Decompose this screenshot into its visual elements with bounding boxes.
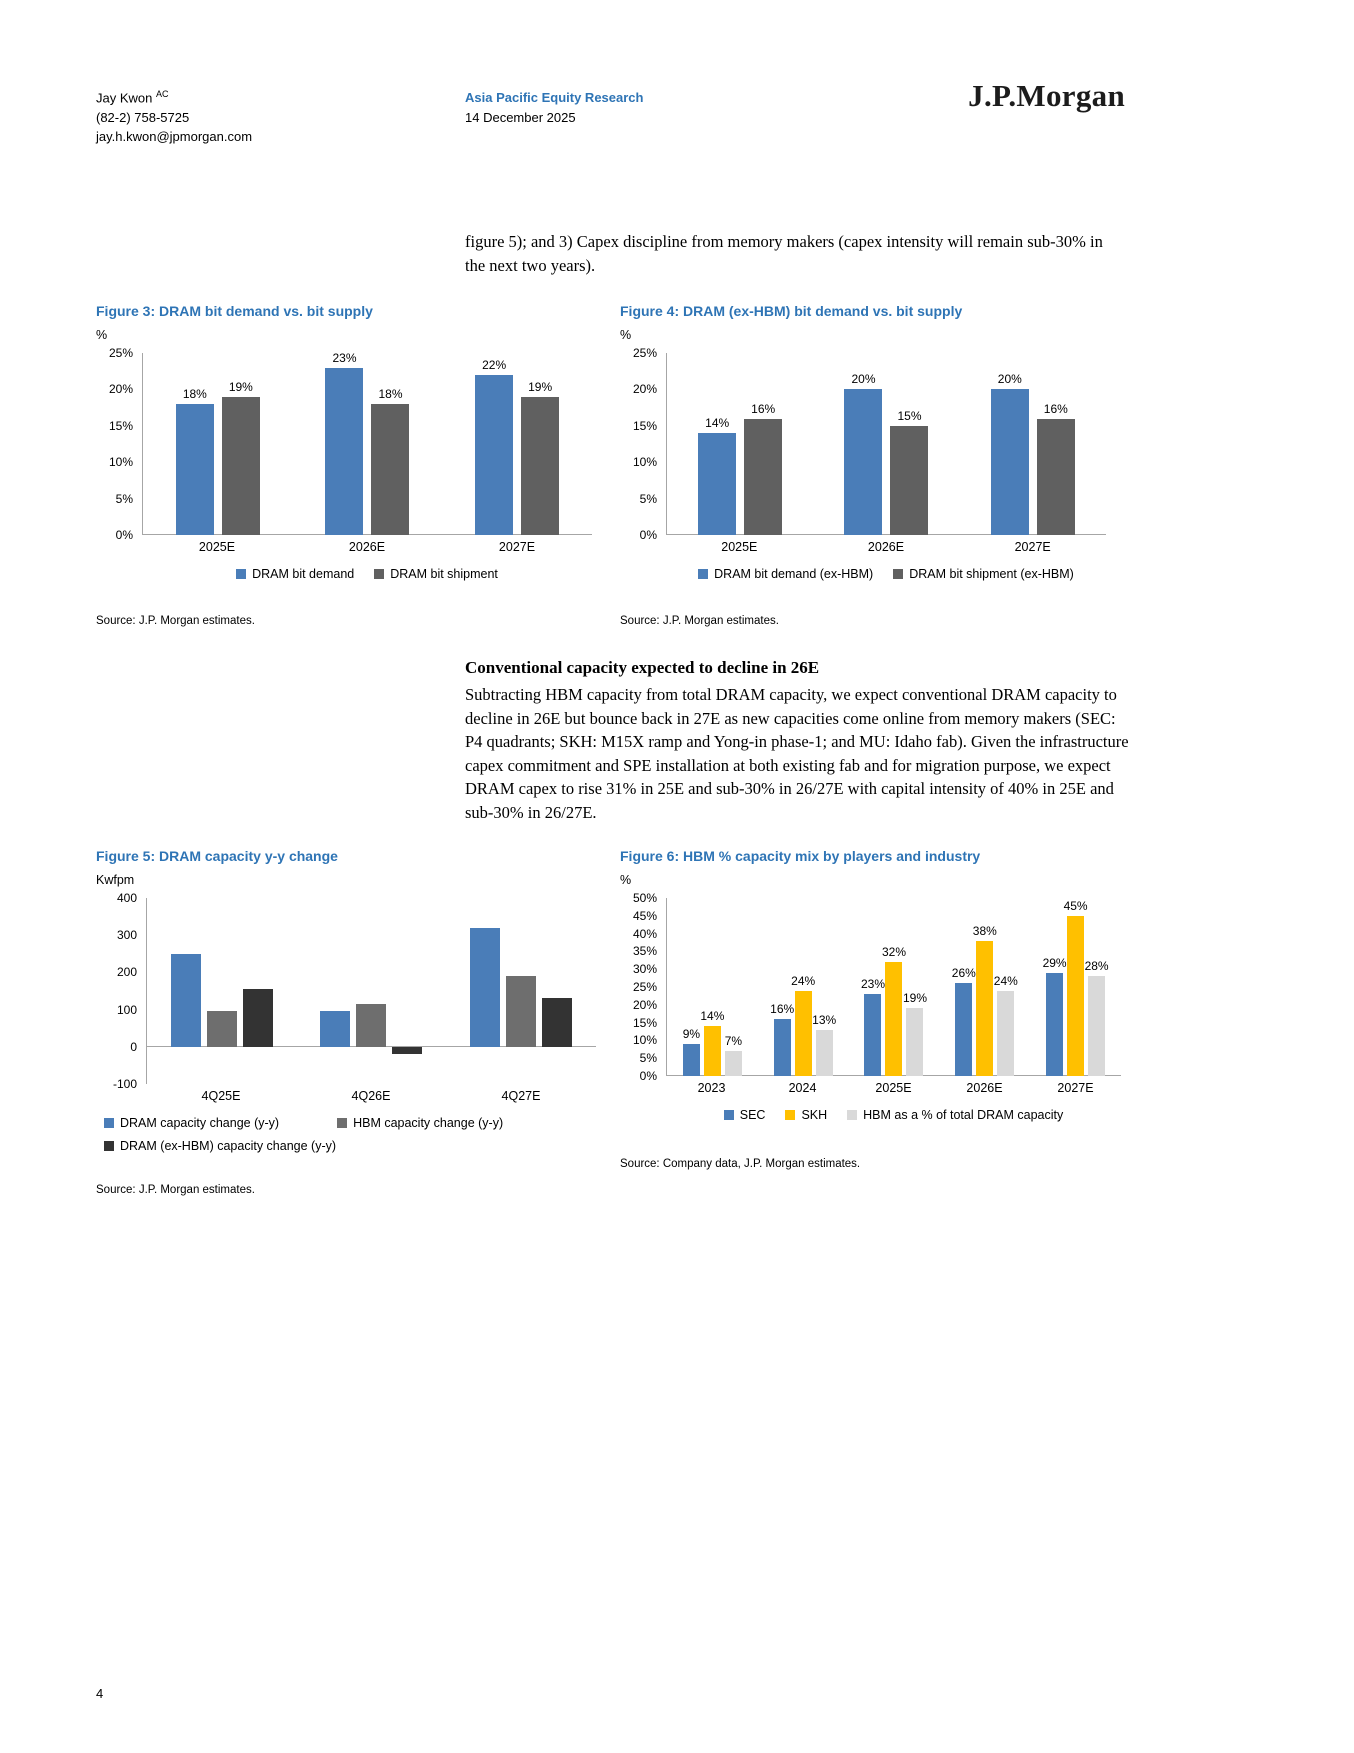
bar-dram-bit-demand-ex-hbm	[991, 389, 1029, 535]
author-block	[96, 88, 252, 147]
x-axis-labels	[142, 540, 592, 554]
x-tick-label: 2025E	[198, 540, 236, 554]
bar-slot	[1037, 353, 1075, 535]
y-tick-label: 100	[116, 1002, 137, 1017]
bar-slot	[744, 353, 782, 535]
legend-label: DRAM bit demand	[252, 567, 355, 581]
value-label: 15%	[897, 408, 922, 423]
chart-legend	[666, 567, 1106, 587]
x-axis-labels	[146, 1089, 596, 1103]
author-designation: AC	[156, 89, 169, 99]
chart-legend	[666, 1108, 1121, 1128]
y-tick-label: -100	[112, 1077, 137, 1091]
figure-title: Figure 3: DRAM bit demand vs. bit supply	[96, 303, 373, 319]
bar-group-2025e	[172, 353, 264, 535]
source-note: Source: J.P. Morgan estimates.	[620, 615, 779, 627]
bar-hbm-as-a-of-total-dram-capacity	[725, 1051, 742, 1076]
bar-skh	[885, 962, 902, 1076]
y-tick-label: 15%	[632, 418, 657, 433]
axis-unit-label: %	[96, 328, 108, 342]
y-tick-label: 25%	[632, 980, 657, 994]
bar-sec	[683, 1044, 700, 1076]
bar-slot	[176, 353, 214, 535]
page-number: 4	[96, 1686, 104, 1701]
bar-chart	[620, 346, 1125, 554]
plot-area	[666, 898, 1121, 1076]
bar-chart	[96, 346, 606, 554]
figure-title: Figure 4: DRAM (ex-HBM) bit demand vs. bit supply	[620, 303, 963, 319]
bar-group-2024	[772, 898, 835, 1076]
bar-dram-bit-demand-ex-hbm	[844, 389, 882, 535]
legend-swatch	[724, 1110, 734, 1120]
bar-hbm-as-a-of-total-dram-capacity	[906, 1008, 923, 1076]
bar-group-2026e	[953, 898, 1016, 1076]
bar-dram-ex-hbm-capacity-change-y-y	[542, 998, 572, 1046]
y-tick-label: 45%	[632, 908, 657, 923]
y-tick-label: 25%	[632, 346, 657, 360]
y-tick-label: 5%	[639, 491, 657, 506]
bar-dram-bit-shipment-ex-hbm	[744, 419, 782, 535]
y-tick-label: 50%	[632, 891, 657, 905]
bar-hbm-capacity-change-y-y	[506, 976, 536, 1047]
value-label: 19%	[528, 379, 553, 394]
bar-group-2027e	[471, 353, 563, 535]
bar-dram-bit-demand-ex-hbm	[698, 433, 736, 535]
x-tick-label: 2024	[788, 1081, 817, 1095]
bar-group-4q25e	[168, 898, 276, 1084]
y-tick-label: 400	[116, 891, 137, 905]
legend-swatch	[374, 569, 384, 579]
bar-slot	[475, 353, 513, 535]
bar-sec	[955, 983, 972, 1076]
legend-swatch	[847, 1110, 857, 1120]
bar-skh	[704, 1026, 721, 1076]
bar-dram-capacity-change-y-y	[171, 954, 201, 1047]
bar-hbm-capacity-change-y-y	[356, 1004, 386, 1047]
value-label: 26%	[951, 966, 976, 981]
legend-swatch	[337, 1118, 347, 1128]
value-label: 24%	[791, 973, 816, 988]
bar-slot	[700, 898, 725, 1076]
x-tick-label: 2026E	[867, 540, 905, 554]
bar-skh	[1067, 916, 1084, 1076]
value-label: 18%	[378, 386, 403, 401]
section-block	[465, 658, 1133, 825]
figure-title: Figure 5: DRAM capacity y-y change	[96, 848, 338, 864]
bar-slot	[171, 898, 201, 1084]
y-tick-label: 300	[116, 928, 137, 943]
axis-unit-label: %	[620, 328, 632, 342]
y-axis	[96, 346, 142, 542]
y-tick-label: 0%	[639, 1069, 657, 1083]
bar-chart	[620, 891, 1140, 1095]
bar-slot	[770, 898, 795, 1076]
author-name: Jay Kwon $^{AC}$	[96, 89, 169, 106]
value-label: 23%	[860, 977, 885, 992]
bar-group-4q27e	[467, 898, 575, 1084]
legend-item-dram-bit-demand-ex-hbm	[698, 567, 873, 581]
bar-group-4q26e	[317, 898, 425, 1084]
bar-slot	[993, 898, 1018, 1076]
bar-skh	[795, 991, 812, 1076]
bar-slot	[320, 898, 350, 1084]
figure-title: Figure 6: HBM % capacity mix by players and industry	[620, 848, 981, 864]
bar-dram-bit-demand	[176, 404, 214, 535]
bar-slot	[860, 898, 885, 1076]
value-label: 29%	[1042, 955, 1067, 970]
bar-dram-ex-hbm-capacity-change-y-y	[243, 989, 273, 1047]
report-date: 14 December 2025	[465, 109, 576, 125]
bar-slot	[1063, 898, 1088, 1076]
y-tick-label: 20%	[632, 382, 657, 397]
intro-paragraph: figure 5); and 3) Capex discipline from memory makers (capex intensity will remain sub-30% in the next two years).	[465, 232, 1103, 275]
value-label: 16%	[1043, 401, 1068, 416]
axis-unit-label: %	[620, 873, 632, 887]
legend-item-hbm-as-a-of-total-dram-capacity	[847, 1108, 1063, 1122]
bar-slot	[521, 353, 559, 535]
legend-swatch	[893, 569, 903, 579]
figure-5	[96, 848, 616, 1196]
bar-slot	[207, 898, 237, 1084]
value-label: 45%	[1063, 898, 1088, 913]
bar-slot	[812, 898, 837, 1076]
y-axis	[620, 891, 666, 1083]
axis-unit-label: Kwfpm	[96, 873, 135, 887]
bar-slot	[356, 898, 386, 1084]
value-label: 16%	[751, 401, 776, 416]
legend-item-dram-bit-shipment	[374, 567, 498, 581]
legend-item-dram-bit-demand	[236, 567, 354, 581]
y-axis	[620, 346, 666, 542]
y-tick-label: 0%	[639, 528, 657, 542]
y-axis	[96, 891, 146, 1091]
value-label: 19%	[902, 991, 927, 1006]
bar-sec	[864, 994, 881, 1076]
author-phone: (82-2) 758-5725	[96, 109, 190, 125]
bar-hbm-as-a-of-total-dram-capacity	[816, 1030, 833, 1076]
bar-skh	[976, 941, 993, 1076]
y-tick-label: 10%	[632, 1033, 657, 1048]
value-label: 38%	[972, 923, 997, 938]
bar-dram-bit-demand	[475, 375, 513, 535]
bar-slot	[791, 898, 816, 1076]
section-body: Subtracting HBM capacity from total DRAM capacity, we expect conventional DRAM capacity to decline in 26E but bounce back in 27E as new capacities come online from memory makers (SEC: P4 quadrants; SKH: M15X ramp and Yong-in phase-1; and MU: Idaho fab). Given the infrastructure capex commitment and SPE installation at both existing fab and for migration purpose, we expect DRAM capex to rise 31% in 25E and sub-30% in 26/27E with capital intensity of 40% in 25E and sub-30% in 26/27E.	[465, 685, 1129, 822]
chart-legend	[104, 1116, 664, 1162]
value-label: 24%	[993, 973, 1018, 988]
bar-slot	[325, 350, 363, 535]
x-tick-label: 2025E	[721, 540, 758, 554]
x-tick-label: 2023	[697, 1081, 726, 1095]
legend-label: DRAM bit shipment	[390, 567, 498, 581]
bar-slot	[542, 898, 572, 1084]
y-tick-label: 200	[116, 965, 137, 980]
header-center	[465, 88, 643, 127]
jpmorgan-logo: J.P.Morgan	[968, 78, 1125, 113]
bar-hbm-as-a-of-total-dram-capacity	[1088, 976, 1105, 1076]
value-label: 14%	[705, 416, 730, 431]
value-label: 20%	[851, 372, 876, 387]
bar-hbm-capacity-change-y-y	[207, 1011, 237, 1046]
legend-label: SEC	[739, 1108, 766, 1122]
bar-slot	[392, 898, 422, 1084]
bar-group-2026e	[840, 353, 932, 535]
figure-6	[620, 848, 1140, 1170]
x-tick-label: 4Q27E	[501, 1089, 541, 1103]
y-tick-label: 15%	[632, 1015, 657, 1030]
bar-slot	[991, 353, 1029, 535]
plot-area	[146, 898, 596, 1084]
y-tick-label: 5%	[639, 1051, 657, 1066]
x-tick-label: 2027E	[498, 540, 536, 554]
value-label: 28%	[1084, 959, 1109, 974]
x-tick-label: 2025E	[875, 1081, 912, 1095]
y-tick-label: 40%	[632, 926, 657, 941]
y-tick-label: 35%	[632, 944, 657, 959]
legend-label: DRAM (ex-HBM) capacity change (y-y)	[120, 1139, 337, 1153]
legend-item-sec	[724, 1108, 766, 1122]
bar-slot	[1042, 898, 1067, 1076]
bar-dram-bit-demand	[325, 368, 363, 535]
legend-label: DRAM bit demand (ex-HBM)	[714, 567, 874, 581]
bar-slot	[506, 898, 536, 1084]
legend-label: HBM as a % of total DRAM capacity	[863, 1108, 1064, 1122]
value-label: 9%	[682, 1026, 701, 1041]
value-label: 19%	[228, 379, 253, 394]
bar-sec	[1046, 973, 1063, 1076]
legend-swatch	[104, 1141, 114, 1151]
y-tick-label: 0	[130, 1039, 137, 1054]
x-tick-label: 4Q25E	[201, 1089, 241, 1103]
bar-dram-bit-shipment	[222, 397, 260, 535]
research-division-label: Asia Pacific Equity Research	[465, 90, 644, 105]
bar-slot	[951, 898, 976, 1076]
y-tick-label: 25%	[108, 346, 133, 360]
chart-legend	[142, 567, 592, 587]
value-label: 23%	[332, 350, 357, 365]
bar-group-2025e	[862, 898, 925, 1076]
source-note: Source: J.P. Morgan estimates.	[96, 615, 255, 627]
bar-dram-bit-shipment	[371, 404, 409, 535]
value-label: 14%	[700, 1009, 725, 1024]
x-axis-labels	[666, 540, 1106, 554]
bar-group-2025e	[694, 353, 786, 535]
y-tick-label: 0%	[115, 528, 133, 542]
bar-slot	[1084, 898, 1109, 1076]
bar-hbm-as-a-of-total-dram-capacity	[997, 991, 1014, 1076]
legend-label: HBM capacity change (y-y)	[353, 1116, 504, 1130]
bar-slot	[222, 353, 260, 535]
value-label: 16%	[770, 1002, 795, 1017]
bar-dram-capacity-change-y-y	[320, 1011, 350, 1046]
bar-group-2026e	[321, 350, 413, 535]
bar-dram-bit-shipment-ex-hbm	[1037, 419, 1075, 535]
legend-swatch	[698, 569, 708, 579]
source-note: Source: J.P. Morgan estimates.	[96, 1184, 255, 1196]
bar-dram-capacity-change-y-y	[470, 928, 500, 1047]
legend-item-skh	[785, 1108, 827, 1122]
plot-area	[142, 350, 592, 535]
bar-slot	[972, 898, 997, 1076]
x-tick-label: 2027E	[1057, 1081, 1094, 1095]
y-tick-label: 10%	[108, 455, 133, 470]
legend-label: DRAM capacity change (y-y)	[120, 1116, 280, 1130]
y-tick-label: 5%	[115, 491, 133, 506]
bar-group-2023	[681, 898, 744, 1076]
bar-slot	[470, 898, 500, 1084]
x-tick-label: 2026E	[348, 540, 386, 554]
bar-slot	[881, 898, 906, 1076]
bar-slot	[683, 898, 700, 1076]
bar-slot	[902, 898, 927, 1076]
legend-item-hbm-capacity-change-y-y	[337, 1116, 503, 1130]
y-tick-label: 10%	[632, 455, 657, 470]
y-tick-label: 30%	[632, 962, 657, 977]
value-label: 18%	[182, 386, 207, 401]
bar-slot	[890, 353, 928, 535]
bar-dram-bit-shipment	[521, 397, 559, 535]
value-label: 13%	[812, 1012, 837, 1027]
bar-group-2027e	[987, 353, 1079, 535]
value-label: 32%	[881, 945, 906, 960]
legend-item-dram-capacity-change-y-y	[104, 1116, 279, 1130]
author-email: jay.h.kwon@jpmorgan.com	[96, 129, 253, 145]
section-heading: Conventional capacity expected to decline in 26E	[465, 658, 820, 677]
legend-swatch	[236, 569, 246, 579]
value-label: 22%	[482, 357, 507, 372]
bar-group-2027e	[1044, 898, 1107, 1076]
bar-dram-ex-hbm-capacity-change-y-y	[392, 1047, 422, 1054]
legend-swatch	[104, 1118, 114, 1128]
bar-slot	[725, 898, 742, 1076]
bar-slot	[243, 898, 273, 1084]
legend-label: DRAM bit shipment (ex-HBM)	[909, 567, 1074, 581]
plot-area	[666, 353, 1106, 535]
legend-label: SKH	[801, 1108, 828, 1122]
source-note: Source: Company data, J.P. Morgan estimates.	[620, 1158, 861, 1170]
value-label: 7%	[724, 1034, 743, 1049]
bar-slot	[698, 353, 736, 535]
x-tick-label: 4Q26E	[351, 1089, 391, 1103]
bar-slot	[371, 353, 409, 535]
x-tick-label: 2026E	[966, 1081, 1003, 1095]
y-tick-label: 20%	[108, 382, 133, 397]
x-tick-label: 2027E	[1014, 540, 1051, 554]
legend-item-dram-bit-shipment-ex-hbm	[893, 567, 1074, 581]
bar-slot	[844, 353, 882, 535]
y-tick-label: 15%	[108, 418, 133, 433]
figure-4	[620, 303, 1125, 627]
value-label: 20%	[997, 372, 1022, 387]
legend-swatch	[785, 1110, 795, 1120]
figure-3	[96, 303, 606, 627]
x-axis-labels	[666, 1081, 1121, 1095]
y-tick-label: 20%	[632, 997, 657, 1012]
bar-dram-bit-shipment-ex-hbm	[890, 426, 928, 535]
bar-chart	[96, 891, 616, 1103]
legend-item-dram-ex-hbm-capacity-change-y-y	[104, 1139, 336, 1153]
bar-sec	[774, 1019, 791, 1076]
